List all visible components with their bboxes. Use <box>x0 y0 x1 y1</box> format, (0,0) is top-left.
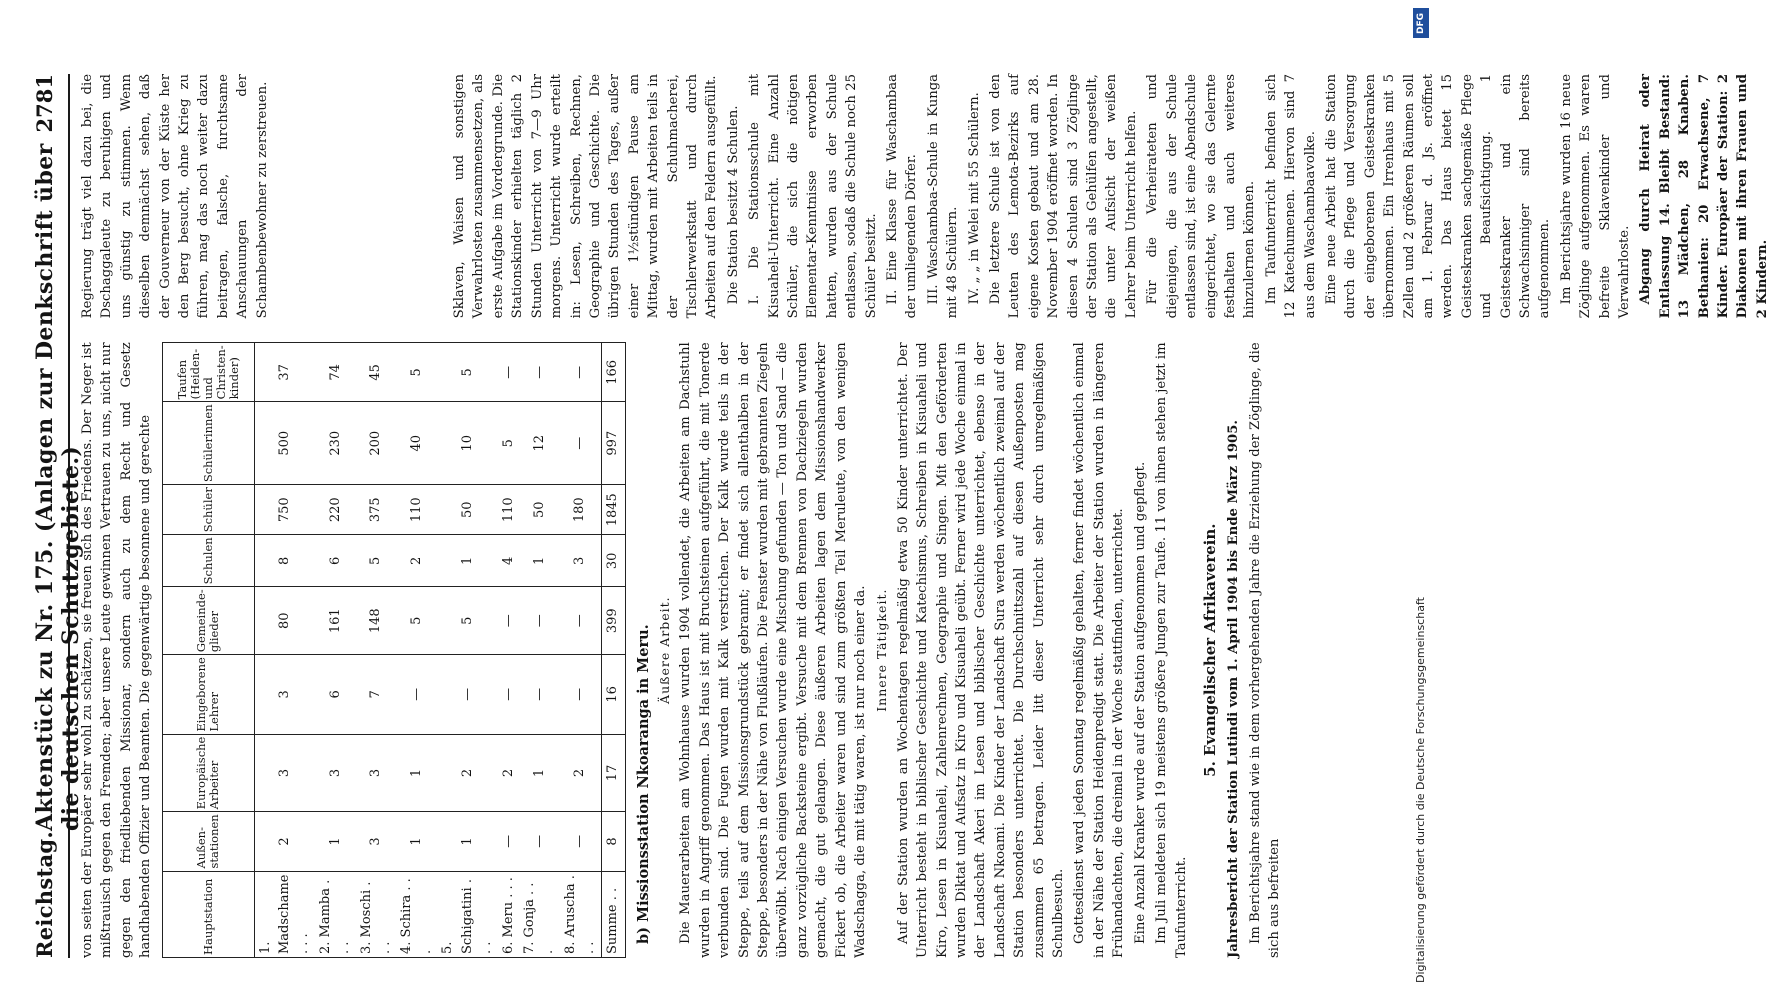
paragraph-schools-intro: Die Station besitzt 4 Schulen. <box>725 105 741 305</box>
subheading-aussere-arbeit: Äußere Arbeit. <box>656 596 672 704</box>
table-header-cell: Schülerinnen <box>162 402 254 485</box>
paragraph-married: Für die Verheirateten und diejenigen, die aus der Schule entlassen sind, ist eine Abendschule eingerichtet, wo sie das Gelernte festhalten und auch weiteres hinzulernen können. <box>1145 74 1258 319</box>
dfg-logo: DFG <box>1413 8 1429 38</box>
table-cell: 2 <box>498 734 519 812</box>
table-sum-cell: 997 <box>601 402 625 485</box>
paragraph-baptism: Im Taufunterricht befinden sich 12 Katechumenen. Hiervon sind 7 aus dem Waschambaavolke. <box>1263 74 1318 319</box>
table-cell: — <box>396 655 437 734</box>
table-sum-cell: 399 <box>601 587 625 655</box>
table-cell: 50 <box>437 485 497 535</box>
table-header-cell: Taufen (Heiden- und Christen-kinder) <box>162 343 254 402</box>
table-cell: 2 <box>254 812 315 871</box>
table-cell: 12 <box>519 402 560 485</box>
digitization-credit: Digitalisierung gefördert durch die Deutsche Forschungsgemeinschaft <box>1414 597 1427 983</box>
digitization-note <box>1410 6 1432 996</box>
table-cell: 1 <box>315 812 356 871</box>
table-cell: 5 <box>437 343 497 402</box>
table-cell: 1. Madschame . . . <box>254 871 315 957</box>
paragraph-innere-2: Gottesdienst ward jeden Sonntag regelmäßig gehalten, ferner findet wöchentlich einmal in der Nähe der Station Heidenpredigt statt. Die Arbeiter der Station wurden in längeren Frühandachten, die dreimal in der Woche stattfinden, unterrichtet. <box>1072 342 1127 958</box>
table-cell: 5 <box>396 587 437 655</box>
table-cell: 3 <box>356 734 397 812</box>
table-cell: 40 <box>396 402 437 485</box>
table-sum-row <box>601 343 625 958</box>
paragraph-aussere-arbeit: Die Mauerarbeiten am Wohnhause wurden 1904 vollendet, die Arbeiten am Dachstuhl wurden in Angriff genommen. Das Haus ist mit Bruchsteinen aufgeführt, die mit Tonerde verbunden sind. Die Fugen wurden mit Kalk verstrichen. Der Kalk wurde teils in der Steppe, teils auf dem Missionsgrundstück gebrannt; er findet sich allenthalben in der Steppe, besonders in der Nähe von Flußläufen. Die Fenster wurden mit gebrannten Ziegeln überwölbt. Nach einigen Versuchen wurde eine Mischung gefunden — Ton und Sand — die ganz vorzügliche Backsteine ergibt. Versuche mit dem Brennen von Dachziegeln wurden gemacht, die gut gelangen. Diese äußeren Arbeiten lagen dem Missionshandwerker Fickert ob, die Arbeiter waren und sind zum größten Teil Meruleute, von den wenigen Wadschagga, die mit tätig waren, ist nur noch einer da. <box>678 342 868 958</box>
paragraph-care: Eine neue Arbeit hat die Station durch die Pflege und Versorgung der eingeborenen Geisteskranken übernommen. Ein Irrenhaus mit 5 Zellen und 2 größeren Räumen soll am 1. Februar d. Js. eröffnet werden. Das Haus bietet 15 Geisteskranken sachgemäße Pflege und Beaufsichtigung. 1 Geisteskranker und ein Schwachsinniger sind bereits aufgenommen. <box>1323 74 1553 319</box>
table-cell: 8. Aruscha . . . <box>560 871 601 957</box>
table-cell: 1 <box>437 535 497 587</box>
table-cell: 230 <box>315 402 356 485</box>
paragraph-continuation-2: Sklaven, Waisen und sonstigen Verwahrlosten zusammensetzen, als erste Aufgabe im Vordergrunde. Die Stationskinder erhielten täglich 2 Stunden Unterricht von 7—9 Uhr morgens. Unterricht wurde erteilt in: Lesen, Schreiben, Rechnen, Geographie und Geschichte. Die übrigen Stunden des Tages, außer einer 1½stündigen Pause am Mittag, wurden mit Arbeiten teils in der Schuhmacherei, Tischlerwerkstatt und durch Arbeiten auf den Feldern ausgefüllt. <box>452 74 720 319</box>
table-cell: — <box>560 587 601 655</box>
paragraph-innere-1: Auf der Station wurden an Wochentagen regelmäßig etwa 50 Kinder unterrichtet. Der Unterricht besteht in biblischer Geschichte und Katechismus, Schreiben in Kisuaheli und Kiro, Lesen in Kisuaheli, Zahlenrechnen, Geographie und Singen. Mit den Geförderten wurden Diktat und Aufsatz in Kiro und Kisuaheli geübt. Ferner wird jede Woche einmal in der Landschaft Akeri im Lesen und biblischer Geschichte unterrichtet, ebenso in der Landschaft Nkoami. Die Kinder der Landschaft Sura werden wöchentlich zweimal auf der Station besonders unterrichtet. Die Durchschnittszahl auf diesen Außenposten mag zusammen 65 betragen. Leider litt dieser Unterricht sehr durch unregelmäßigen Schulbesuch. <box>895 342 1067 958</box>
table-cell: 10 <box>437 402 497 485</box>
list-item-school-1: I. Die Stationsschule mit Kisuaheli-Unterricht. Eine Anzahl Schüler, die sich die nötigen Elementar-Kenntnisse erworben hatten, wurden aus der Schule entlassen, sodaß die Schule noch 25 Schüler besitzt. <box>747 74 879 319</box>
table-cell: 3. Moschi . . . <box>356 871 397 957</box>
header-left: Reichstag. <box>32 831 57 958</box>
table-cell: 1 <box>519 535 560 587</box>
table-cell: 200 <box>356 402 397 485</box>
table-cell: 6 <box>315 535 356 587</box>
table-cell: — <box>498 587 519 655</box>
table-cell: 6 <box>315 655 356 734</box>
table-cell: — <box>560 812 601 871</box>
table-cell: 3 <box>254 734 315 812</box>
table-sum-cell: 30 <box>601 535 625 587</box>
table-row <box>254 343 315 958</box>
table-cell: 500 <box>254 402 315 485</box>
table-cell: 1 <box>396 812 437 871</box>
table-sum-cell: 1845 <box>601 485 625 535</box>
table-cell: 6. Meru . . . <box>498 871 519 957</box>
table-header-cell: Gemeinde-glieder <box>162 587 254 655</box>
paragraph-schools: Die letztere Schule ist von den Leuten des Lemota-Bezirks auf eigene Kosten gebaut und am 28. November 1904 eröffnet worden. In diesen 4 Schulen sind 3 Zöglinge der Station als Gehülfen angestellt, die unter Aufsicht der weißen Lehrer beim Unterricht helfen. <box>988 74 1139 319</box>
table-row <box>437 343 497 958</box>
table-row <box>396 343 437 958</box>
section-5-heading: 5. Evangelischer Afrikaverein. <box>1200 523 1219 777</box>
table-header-cell: Hauptstation <box>162 871 254 957</box>
table-sum-cell: 17 <box>601 734 625 812</box>
paragraph-section-5: Im Berichtsjahre stand wie in dem vorhergehenden Jahre die Erziehung der Zöglinge, die sich aus befreiten <box>1247 342 1283 958</box>
table-cell: — <box>519 812 560 871</box>
table-cell: 3 <box>560 535 601 587</box>
table-row <box>356 343 397 958</box>
table-cell: 1 <box>437 812 497 871</box>
table-cell: — <box>519 655 560 734</box>
table-cell: 50 <box>519 485 560 535</box>
table-cell: 1 <box>396 734 437 812</box>
table-cell: 5 <box>498 402 519 485</box>
table-sum-cell: 166 <box>601 343 625 402</box>
table-cell: — <box>498 343 519 402</box>
table-cell: 2 <box>437 734 497 812</box>
table-cell: 2. Mamba . . . <box>315 871 356 957</box>
paragraph-continuation-1: Regierung trägt viel dazu bei, die Dschaggaleute zu beruhigen und uns günstig zu stimmen. Wenn dieselben demnächst sehen, daß der Gouverneur von der Küste her den Berg besucht, ohne Krieg zu führen, mag das noch weiter dazu beitragen, falsche, furchtsame Anschauungen der Schambenbewohner zu zerstreuen. <box>80 74 270 319</box>
right-column <box>78 74 1774 318</box>
table-cell: 5 <box>437 587 497 655</box>
list-item-school-3: III. Waschambaa-Schule in Kunga mit 48 Schülern. <box>925 74 961 319</box>
intro-paragraph: von seiten der Europäer sehr wohl zu schätzen, sie freuen sich des Friedens. Der Neger ist mißtrauisch gegen den Fremden; aber unsere Leute gewinnen Vertrauen zu uns, nicht nur gegen den friedliebenden Missionar, sondern auch zu dem Recht und Gesetz handhabenden Offizier und Beamten. Die gegenwärtige besonnene und gerechte <box>80 342 154 958</box>
table-cell: — <box>560 343 601 402</box>
table-cell: 4. Schira . . . <box>396 871 437 957</box>
table-cell: 7. Gonja . . . <box>519 871 560 957</box>
table-cell: 74 <box>315 343 356 402</box>
table-cell: — <box>560 402 601 485</box>
table-cell: — <box>498 655 519 734</box>
table-cell: 3 <box>254 655 315 734</box>
table-cell: 2 <box>396 535 437 587</box>
table-cell: 161 <box>315 587 356 655</box>
table-cell: — <box>498 812 519 871</box>
paragraph-pupils: Im Berichtsjahre wurden 16 neue Zöglinge aufgenommen. Es waren befreite Sklavenkinder und Verwahrloste. <box>1558 74 1633 319</box>
table-row <box>498 343 519 958</box>
table-cell: 2 <box>560 734 601 812</box>
section-b-heading: b) Missionsstation Nkoaranga in Meru. <box>634 624 652 944</box>
table-header-cell: Schulen <box>162 535 254 587</box>
table-cell: 180 <box>560 485 601 535</box>
table-cell: — <box>519 587 560 655</box>
table-cell: 80 <box>254 587 315 655</box>
table-cell: 45 <box>356 343 397 402</box>
table-cell: — <box>519 343 560 402</box>
table-cell: 7 <box>356 655 397 734</box>
header-title: Aktenstück zu Nr. 175. (Anlagen zur Denkschrift über die deutschen Schutzgebiete.) <box>32 143 84 832</box>
table-cell: 220 <box>315 485 356 535</box>
table-cell: 1 <box>519 734 560 812</box>
table-cell: — <box>437 655 497 734</box>
table-sum-cell: Summe . . <box>601 871 625 957</box>
table-cell: 3 <box>356 812 397 871</box>
table-cell: 4 <box>498 535 519 587</box>
list-item-school-4: IV. „ „ in Welei mit 55 Schülern. <box>966 92 982 305</box>
table-body <box>254 343 625 958</box>
paragraph-departures: Abgang durch Heirat oder Entlassung 14. Bleibt Bestand: 13 Mädchen, 28 Knaben. Bethanien: 20 Erwachsene, 7 Kinder. Europäer der Station: 2 Diakonen mit ihren Frauen und 2 Kindern. <box>1638 74 1770 319</box>
table-cell: 5 <box>356 535 397 587</box>
table-cell: 750 <box>254 485 315 535</box>
table-cell: 110 <box>498 485 519 535</box>
table-header-cell: Außen-stationen <box>162 812 254 871</box>
section-5-subheading: Jahresbericht der Station Lutindi vom 1. April 1904 bis Ende März 1905. <box>1226 420 1242 958</box>
table-cell: 5 <box>396 343 437 402</box>
table-sum-cell: 16 <box>601 655 625 734</box>
table-cell: — <box>560 655 601 734</box>
mission-stations-table <box>162 342 626 958</box>
table-row <box>315 343 356 958</box>
table-header-row <box>162 343 254 958</box>
table-cell: 148 <box>356 587 397 655</box>
table-cell: 8 <box>254 535 315 587</box>
left-column <box>78 342 1774 958</box>
text-columns <box>78 74 1774 958</box>
subheading-innere-taetigkeit: Innere Tätigkeit. <box>874 588 890 712</box>
list-item-school-2: II. Eine Klasse für Waschambaa der umliegenden Dörfer. <box>885 74 920 319</box>
paragraph-innere-3: Eine Anzahl Kranker wurde auf der Station aufgenommen und gepflegt. <box>1132 461 1148 944</box>
table-header-cell: Eingeborene Lehrer <box>162 655 254 734</box>
table-header-cell: Europäische Arbeiter <box>162 734 254 812</box>
table-cell: 5. Schigatini . . . <box>437 871 497 957</box>
table-sum-cell: 8 <box>601 812 625 871</box>
table-cell: 3 <box>315 734 356 812</box>
table-cell: 110 <box>396 485 437 535</box>
page-header <box>32 74 84 958</box>
table-row <box>560 343 601 958</box>
table-cell: 375 <box>356 485 397 535</box>
table-header-cell: Schüler <box>162 485 254 535</box>
page-number: 2781 <box>32 74 57 133</box>
table-row <box>519 343 560 958</box>
table-spacer <box>274 74 450 318</box>
table-cell: 37 <box>254 343 315 402</box>
paragraph-innere-4: Im Juli meldeten sich 19 meistens größere Jungen zur Taufe. 11 von ihnen stehen jetzt im Taufunterricht. <box>1154 342 1189 958</box>
